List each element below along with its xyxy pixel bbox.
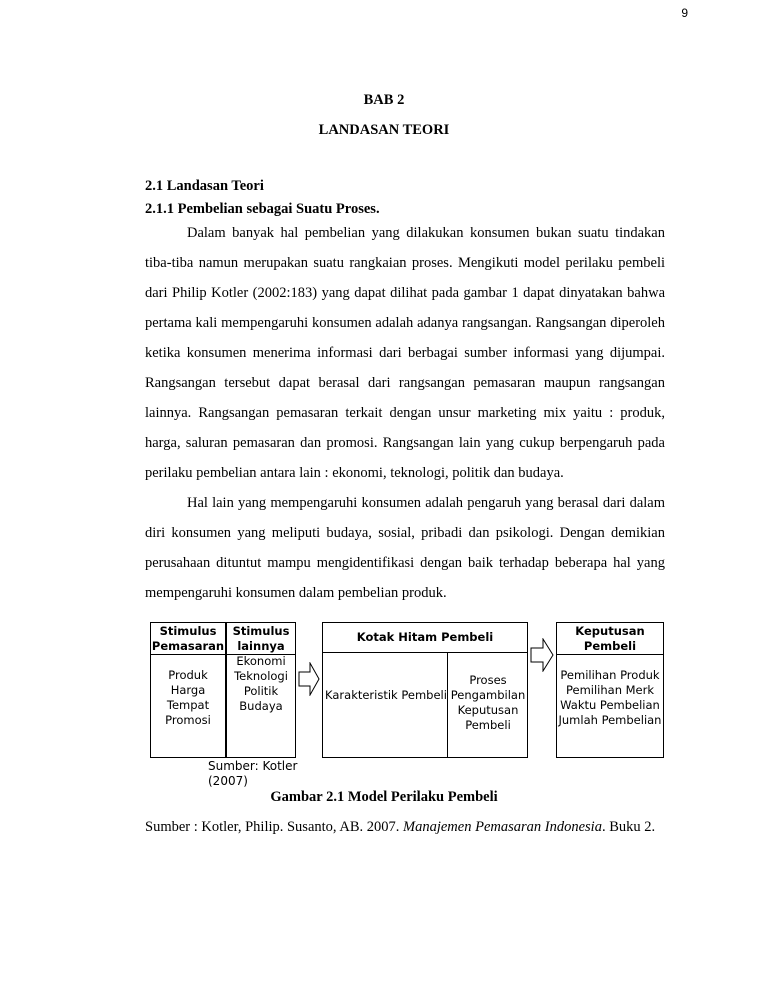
proses-keputusan: Proses Pengambilan Keputusan Pembeli <box>450 673 526 732</box>
karakteristik-pembeli: Karakteristik Pembeli <box>325 688 447 702</box>
body-text <box>145 218 665 608</box>
chapter-label: BAB 2 <box>363 92 405 108</box>
keputusan-pembeli-title: Keputusan Pembeli <box>575 624 645 653</box>
paragraph-1: Dalam banyak hal pembelian yang dilakukan konsumen bukan suatu tindakan tiba-tiba namun merupakan suatu rangkaian proses. Mengikuti model perilaku pembeli dari Philip Kotler (2002:183) yang dapat dilihat pada gambar 1 dapat dinyatakan bahwa pertama kali mempengaruhi konsumen adalah adanya rangsangan. Rangsangan diperoleh ketika konsumen menerima informasi dari berbagai sumber informasi yang dijumpai. Rangsangan tersebut dapat berasal dari rangsangan pemasaran maupun rangsangan lainnya. Rangsangan pemasaran terkait dengan unsur marketing mix yaitu : produk, harga, saluran pemasaran dan promosi. Rangsangan lain yang cukup berpengaruh pada perilaku pembelian antara lain : ekonomi, teknologi, politik dan budaya. <box>145 225 665 481</box>
page-number: 9 <box>681 6 688 20</box>
kotak-hitam-title: Kotak Hitam Pembeli <box>356 630 494 644</box>
stimulus-lainnya-items: Ekonomi Teknologi Politik Budaya <box>234 654 288 713</box>
source-book-title: Manajemen Pemasaran Indonesia <box>403 819 602 835</box>
diagram-source: Sumber: Kotler (2007) <box>208 759 298 788</box>
section-heading: 2.1 Landasan Teori <box>145 178 264 194</box>
arrow-right-icon-2 <box>530 638 554 672</box>
figure-caption: Gambar 2.1 Model Perilaku Pembeli <box>270 789 498 805</box>
stimulus-pemasaran-title: Stimulus Pemasaran <box>151 624 225 653</box>
stimulus-lainnya-title: Stimulus lainnya <box>232 624 290 653</box>
figure-source: Sumber : Kotler, Philip. Susanto, AB. 2007. Manajemen Pemasaran Indonesia. Buku 2. <box>145 819 656 835</box>
stimulus-pemasaran-items: Produk Harga Tempat Promosi <box>165 668 211 727</box>
chapter-title: LANDASAN TEORI <box>318 122 450 138</box>
paragraph-2: Hal lain yang mempengaruhi konsumen adalah pengaruh yang berasal dari dalam diri konsumen yang meliputi budaya, sosial, pribadi dan psikologi. Dengan demikian perusahaan dituntut mampu mengidentifikasi dengan baik terhadap beberapa hal yang mempengaruhi konsumen dalam pembelian produk. <box>145 495 665 601</box>
subsection-heading: 2.1.1 Pembelian sebagai Suatu Proses. <box>145 201 380 217</box>
keputusan-pembeli-items: Pemilihan Produk Pemilihan Merk Waktu Pembelian Jumlah Pembelian <box>558 668 662 727</box>
arrow-right-icon <box>298 662 320 696</box>
